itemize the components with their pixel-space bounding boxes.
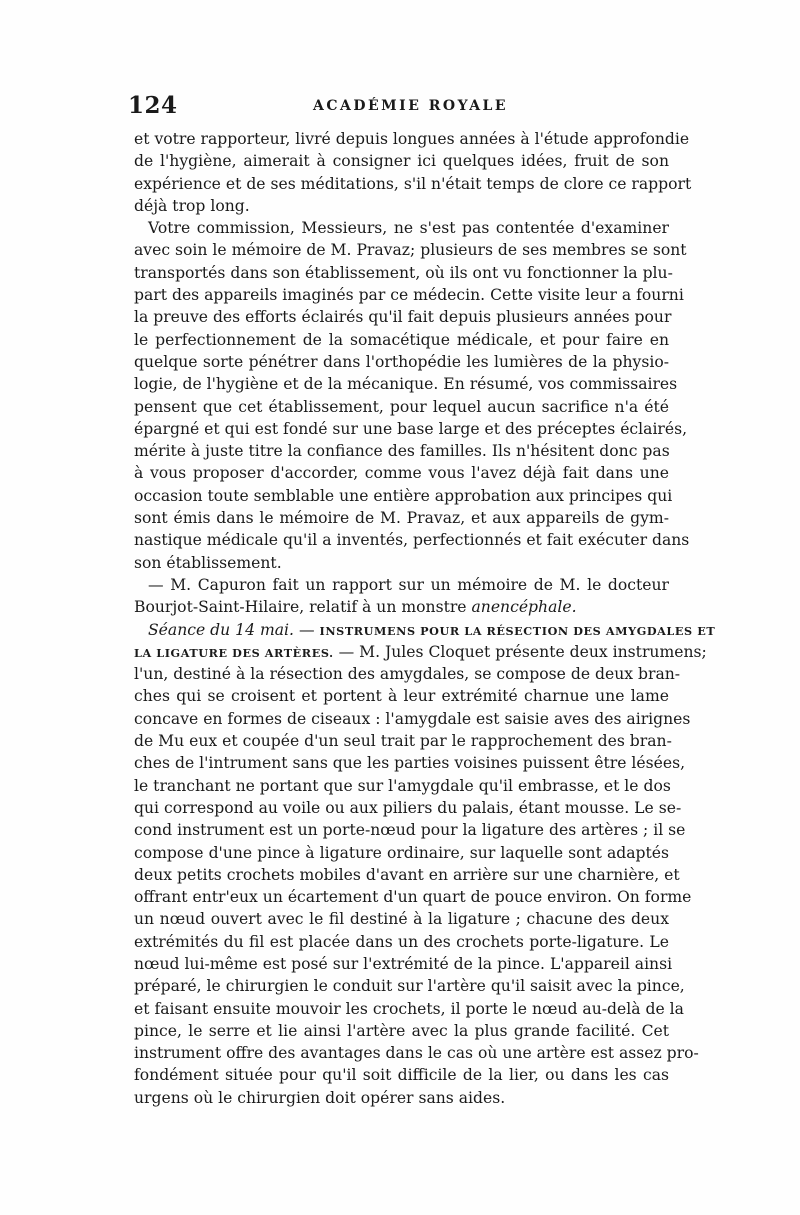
text-line: offrant entr'eux un écartement d'un quart de pouce environ. On forme xyxy=(134,888,692,907)
italic-term: anencéphale. xyxy=(471,598,577,617)
text-line: logie, de l'hygiène et de la mécanique. En résumé, vos commissaires xyxy=(134,375,678,394)
text-line: de Mu eux et coupée d'un seul trait par le rapprochement des bran- xyxy=(134,732,672,751)
text-run: Bourjot-Saint-Hilaire, relatif à un monstre xyxy=(134,598,472,617)
text-line: de l'hygiène, aimerait à consigner ici quelques idées, fruit de son xyxy=(134,152,669,171)
text-line: préparé, le chirurgien le conduit sur l'artère qu'il saisit avec la pince, xyxy=(134,977,685,996)
text-line xyxy=(134,596,669,618)
text-line: transportés dans son établissement, où ils ont vu fonctionner la plu- xyxy=(134,263,673,282)
text-line: nastique médicale qu'il a inventés, perfectionnés et fait exécuter dans xyxy=(134,531,690,550)
text-line: la preuve des efforts éclairés qu'il fait depuis plusieurs années pour xyxy=(134,308,672,327)
text-line: ches de l'intrument sans que les parties voisines puissent être lésées, xyxy=(134,754,686,773)
text-line: fondément située pour qu'il soit difficile de la lier, ou dans les cas xyxy=(134,1066,669,1085)
text-line xyxy=(134,619,716,641)
text-line: avec soin le mémoire de M. Pravaz; plusieurs de ses membres se sont xyxy=(134,241,687,260)
text-line: ches qui se croisent et portent à leur extrémité charnue une lame xyxy=(134,687,669,706)
text-line: sont émis dans le mémoire de M. Pravaz, et aux appareils de gym- xyxy=(134,509,669,528)
text-run: — xyxy=(293,620,320,639)
body-text xyxy=(134,128,716,1109)
text-line: qui correspond au voile ou aux piliers du palais, étant mousse. Le se- xyxy=(134,798,682,817)
session-date: Séance du 14 mai. xyxy=(148,620,294,639)
text-line: à vous proposer d'accorder, comme vous l'avez déjà fait dans une xyxy=(134,464,669,483)
text-line: épargné et qui est fondé sur une base large et des préceptes éclairés, xyxy=(134,419,688,438)
text-line: et votre rapporteur, livré depuis longues années à l'étude approfondie xyxy=(134,130,690,148)
text-line: extrémités du fil est placée dans un des crochets porte-ligature. Le xyxy=(134,932,669,951)
section-heading: INSTRUMENS POUR LA RÉSECTION DES AMYGDALES ET xyxy=(319,623,716,638)
text-line: le perfectionnement de la somacétique médicale, et pour faire en xyxy=(134,330,669,349)
text-run: — M. Jules Cloquet présente deux instrumens; xyxy=(333,642,707,661)
text-line: pince, le serre et lie ainsi l'artère avec la plus grande facilité. Cet xyxy=(134,1021,669,1040)
text-line: quelque sorte pénétrer dans l'orthopédie les lumières de la physio- xyxy=(134,352,669,371)
section-heading: LA LIGATURE DES ARTÈRES. xyxy=(134,645,334,660)
text-line: compose d'une pince à ligature ordinaire, sur laquelle sont adaptés xyxy=(134,843,669,862)
text-line: et faisant ensuite mouvoir les crochets, il porte le nœud au-delà de la xyxy=(134,999,684,1018)
text-line: pensent que cet établissement, pour lequel aucun sacrifice n'a été xyxy=(134,397,669,416)
text-line: l'un, destiné à la résection des amygdales, se compose de deux bran- xyxy=(134,665,681,684)
text-line: mérite à juste titre la confiance des familles. Ils n'hésitent donc pas xyxy=(134,442,670,461)
text-line: expérience et de ses méditations, s'il n'était temps de clore ce rapport xyxy=(134,174,692,193)
text-line: — M. Capuron fait un rapport sur un mémoire de M. le docteur xyxy=(148,575,669,594)
text-line: un nœud ouvert avec le fil destiné à la ligature ; chacune des deux xyxy=(134,910,669,929)
text-line: nœud lui-même est posé sur l'extrémité de la pince. L'appareil ainsi xyxy=(134,954,673,973)
running-head: ACADÉMIE ROYALE xyxy=(313,98,509,114)
text-line: le tranchant ne portant que sur l'amygdale qu'il embrasse, et le dos xyxy=(134,776,671,795)
text-line xyxy=(134,641,707,663)
text-line: instrument offre des avantages dans le cas où une artère est assez pro- xyxy=(134,1044,699,1063)
text-line: part des appareils imaginés par ce médecin. Cette visite leur a fourni xyxy=(134,286,684,305)
page-header xyxy=(128,92,668,122)
text-line: cond instrument est un porte-nœud pour la ligature des artères ; il se xyxy=(134,821,686,840)
text-line: son établissement. xyxy=(134,553,282,572)
text-line: deux petits crochets mobiles d'avant en arrière sur une charnière, et xyxy=(134,865,680,884)
text-line: occasion toute semblable une entière approbation aux principes qui xyxy=(134,486,673,505)
page-number: 124 xyxy=(128,92,178,119)
text-line: urgens où le chirurgien doit opérer sans aides. xyxy=(134,1088,506,1107)
text-line: déjà trop long. xyxy=(134,196,250,215)
text-line: concave en formes de ciseaux : l'amygdale est saisie aves des airignes xyxy=(134,709,691,728)
text-line: Votre commission, Messieurs, ne s'est pas contentée d'examiner xyxy=(148,219,669,238)
